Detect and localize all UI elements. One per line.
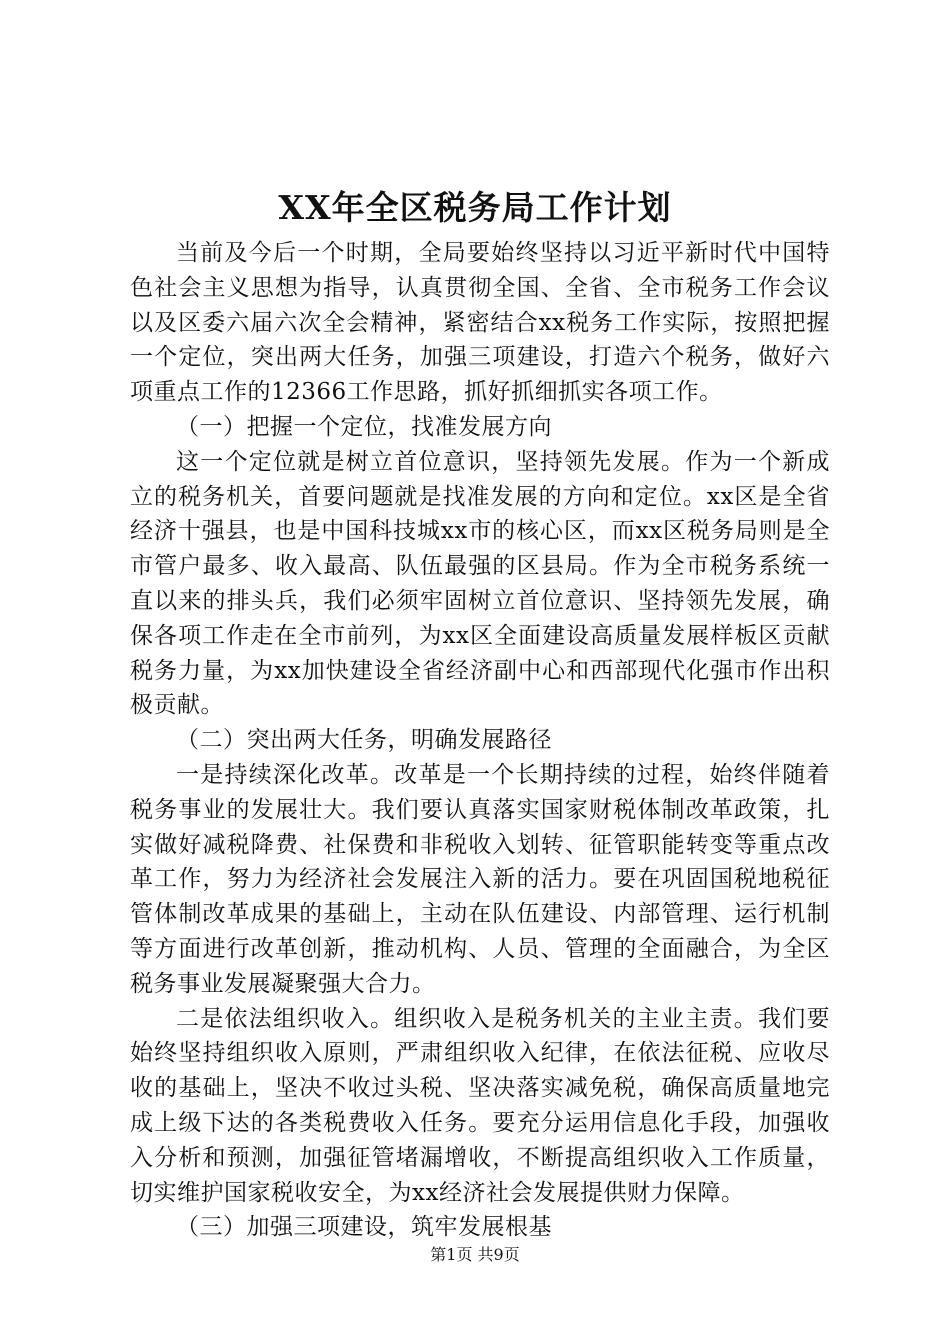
section-2-paragraph-reform: 一是持续深化改革。改革是一个长期持续的过程，始终伴随着税务事业的发展壮大。我们要认真落实国家财税体制改革政策，扎实做好减税降费、社保费和非税收入划转、征管职能转变等重点改革工作，努力为经济社会发展注入新的活力。要在巩固国税地税征管体制改革成果的基础上，主动在队伍建设、内部管理、运行机制等方面进行改革创新，推动机构、人员、管理的全面融合，为全区税务事业发展凝聚强大合力。 [130,761,830,997]
section-heading-3: （三）加强三项建设，筑牢发展根基 [176,1214,552,1241]
section-1-paragraph: 这一个定位就是树立首位意识，坚持领先发展。作为一个新成立的税务机关，首要问题就是找准发展的方向和定位。xx区是全省经济十强县，也是中国科技城xx市的核心区，而xx区税务局则是全市管户最多、收入最高、队伍最强的区县局。作为全市税务系统一直以来的排头兵，我们必须牢固树立首位意识、坚持领先发展，确保各项工作走在全市前列，为xx区全面建设高质量发展样板区贡献税务力量，为xx加快建设全省经济副中心和西部现代化强市作出积极贡献。 [130,448,830,719]
intro-paragraph: 当前及今后一个时期，全局要始终坚持以习近平新时代中国特色社会主义思想为指导，认真贯彻全国、全省、全市税务工作会议以及区委六届六次全会精神，紧密结合xx税务工作实际，按照把握一个定位，突出两大任务，加强三项建设，打造六个税务，做好六项重点工作的12366工作思路，抓好抓细抓实各项工作。 [130,240,830,406]
section-2-paragraph-revenue: 二是依法组织收入。组织收入是税务机关的主业主责。我们要始终坚持组织收入原则，严肃组织收入纪律，在依法征税、应收尽收的基础上，坚决不收过头税、坚决落实减免税，确保高质量地完成上级下达的各类税费收入任务。要充分运用信息化手段，加强收入分析和预测，加强征管堵漏增收，不断提高组织收入工作质量，切实维护国家税收安全，为xx经济社会发展提供财力保障。 [130,1005,830,1206]
section-heading-2: （二）突出两大任务，明确发展路径 [176,727,552,754]
document-title: XX年全区税务局工作计划 [278,188,672,227]
section-heading-1: （一）把握一个定位，找准发展方向 [176,413,552,440]
document-body [130,236,830,1245]
page-footer: 第1页 共9页 [430,1245,520,1264]
